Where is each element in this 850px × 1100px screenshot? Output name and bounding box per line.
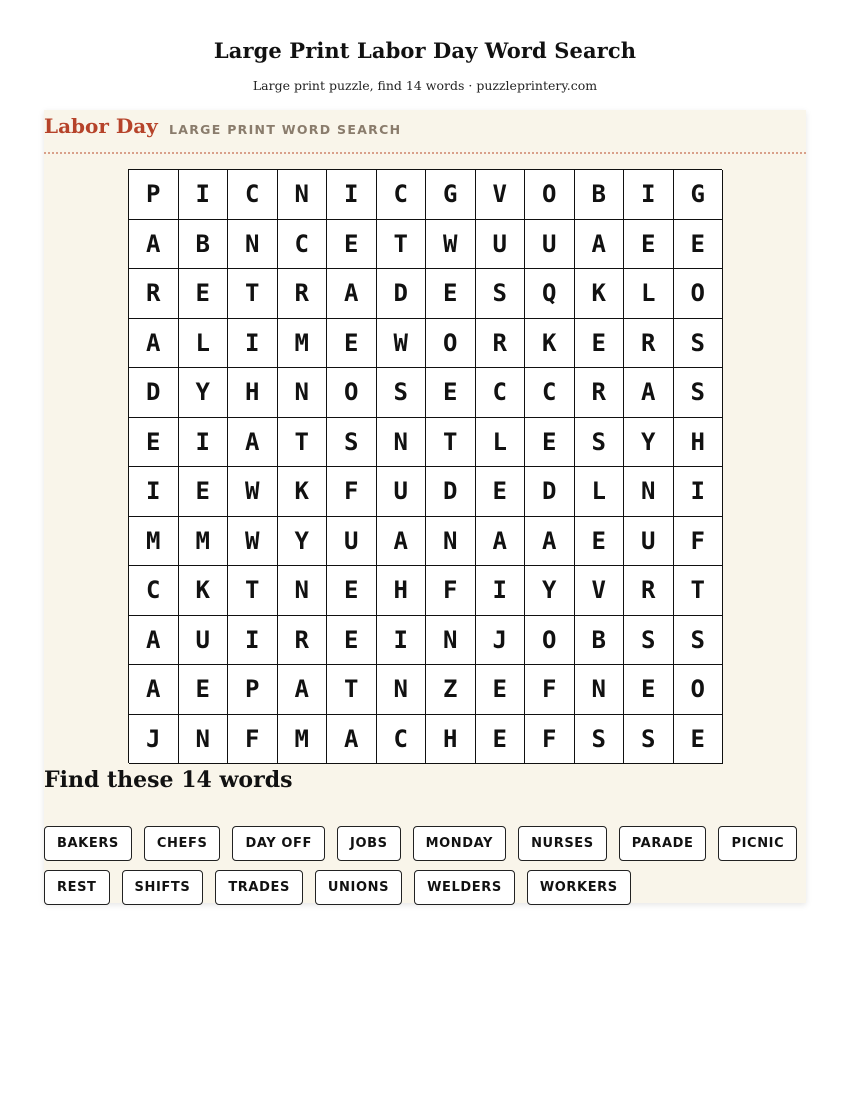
grid-cell[interactable]: F: [525, 715, 575, 765]
page-title: Large Print Labor Day Word Search: [213, 38, 637, 63]
grid-cell[interactable]: Z: [426, 665, 476, 715]
word-chip: REST: [44, 870, 110, 905]
grid-cell[interactable]: S: [575, 715, 625, 765]
word-chip: JOBS: [337, 826, 401, 861]
grid-cell[interactable]: E: [575, 319, 625, 369]
word-chip: MONDAY: [413, 826, 507, 861]
grid-cell[interactable]: J: [129, 715, 179, 765]
grid-cell[interactable]: A: [525, 517, 575, 567]
grid-cell[interactable]: Y: [179, 368, 229, 418]
grid-cell[interactable]: F: [228, 715, 278, 765]
grid-cell[interactable]: A: [129, 220, 179, 270]
grid-cell[interactable]: E: [575, 517, 625, 567]
grid-cell[interactable]: P: [129, 170, 179, 220]
grid-cell[interactable]: R: [278, 616, 328, 666]
grid-cell[interactable]: Y: [624, 418, 674, 468]
grid-cell[interactable]: N: [377, 418, 427, 468]
grid-cell[interactable]: J: [476, 616, 526, 666]
grid-cell[interactable]: G: [426, 170, 476, 220]
grid-cell[interactable]: E: [624, 220, 674, 270]
grid-cell[interactable]: W: [426, 220, 476, 270]
grid-cell[interactable]: D: [525, 467, 575, 517]
grid-cell[interactable]: I: [228, 616, 278, 666]
grid-cell[interactable]: S: [575, 418, 625, 468]
grid-cell[interactable]: E: [426, 269, 476, 319]
grid-cell[interactable]: L: [575, 467, 625, 517]
word-chip: PICNIC: [718, 826, 797, 861]
grid-cell[interactable]: A: [228, 418, 278, 468]
grid-cell[interactable]: C: [476, 368, 526, 418]
grid-cell[interactable]: I: [228, 319, 278, 369]
grid-cell[interactable]: O: [674, 269, 724, 319]
grid-cell[interactable]: C: [525, 368, 575, 418]
grid-cell[interactable]: E: [179, 665, 229, 715]
grid-cell[interactable]: L: [624, 269, 674, 319]
grid-cell[interactable]: N: [426, 517, 476, 567]
grid-cell[interactable]: M: [278, 715, 328, 765]
grid-cell[interactable]: U: [476, 220, 526, 270]
grid-cell[interactable]: N: [179, 715, 229, 765]
grid-cell[interactable]: T: [278, 418, 328, 468]
grid-cell[interactable]: H: [674, 418, 724, 468]
grid-cell[interactable]: A: [624, 368, 674, 418]
letter-grid: [128, 169, 722, 763]
grid-cell[interactable]: U: [179, 616, 229, 666]
word-chip: BAKERS: [44, 826, 132, 861]
grid-cell[interactable]: G: [674, 170, 724, 220]
grid-cell[interactable]: T: [228, 269, 278, 319]
grid-cell[interactable]: N: [575, 665, 625, 715]
grid-cell[interactable]: R: [278, 269, 328, 319]
grid-cell[interactable]: T: [674, 566, 724, 616]
word-chip: NURSES: [518, 826, 607, 861]
grid-cell[interactable]: S: [674, 368, 724, 418]
grid-cell[interactable]: T: [377, 220, 427, 270]
grid-cell[interactable]: S: [476, 269, 526, 319]
grid-cell[interactable]: K: [575, 269, 625, 319]
grid-cell[interactable]: W: [377, 319, 427, 369]
grid-cell[interactable]: E: [426, 368, 476, 418]
grid-cell[interactable]: A: [278, 665, 328, 715]
grid-cell[interactable]: O: [426, 319, 476, 369]
grid-cell[interactable]: W: [228, 517, 278, 567]
grid-cell[interactable]: P: [228, 665, 278, 715]
grid-cell[interactable]: E: [476, 665, 526, 715]
grid-cell[interactable]: E: [476, 715, 526, 765]
grid-cell[interactable]: T: [327, 665, 377, 715]
grid-cell[interactable]: F: [674, 517, 724, 567]
grid-cell[interactable]: R: [624, 319, 674, 369]
word-chip: WORKERS: [527, 870, 631, 905]
grid-cell[interactable]: N: [278, 170, 328, 220]
grid-cell[interactable]: R: [129, 269, 179, 319]
grid-cell[interactable]: Y: [278, 517, 328, 567]
grid-cell[interactable]: W: [228, 467, 278, 517]
grid-cell[interactable]: I: [179, 418, 229, 468]
grid-cell[interactable]: M: [129, 517, 179, 567]
grid-cell[interactable]: L: [179, 319, 229, 369]
page-subtitle: Large print puzzle, find 14 words · puzzleprintery.com: [252, 78, 598, 93]
grid-cell[interactable]: U: [525, 220, 575, 270]
grid-cell[interactable]: S: [674, 616, 724, 666]
grid-cell[interactable]: R: [476, 319, 526, 369]
grid-cell[interactable]: Q: [525, 269, 575, 319]
grid-cell[interactable]: I: [476, 566, 526, 616]
grid-cell[interactable]: K: [278, 467, 328, 517]
grid-cell[interactable]: U: [327, 517, 377, 567]
grid-cell[interactable]: U: [624, 517, 674, 567]
grid-cell[interactable]: Y: [525, 566, 575, 616]
grid-cell[interactable]: R: [624, 566, 674, 616]
grid-cell[interactable]: N: [278, 368, 328, 418]
grid-cell[interactable]: N: [228, 220, 278, 270]
grid-cell[interactable]: S: [624, 616, 674, 666]
grid-cell[interactable]: A: [129, 665, 179, 715]
grid-cell[interactable]: T: [426, 418, 476, 468]
puzzle-card: [44, 110, 806, 903]
grid-cell[interactable]: V: [575, 566, 625, 616]
grid-cell[interactable]: A: [476, 517, 526, 567]
grid-cell[interactable]: E: [327, 319, 377, 369]
grid-cell[interactable]: D: [129, 368, 179, 418]
grid-cell[interactable]: C: [377, 715, 427, 765]
word-bank: [44, 826, 806, 905]
grid-cell[interactable]: C: [129, 566, 179, 616]
grid-cell[interactable]: R: [575, 368, 625, 418]
grid-cell[interactable]: H: [377, 566, 427, 616]
grid-cell[interactable]: E: [525, 418, 575, 468]
grid-cell[interactable]: E: [327, 616, 377, 666]
puzzle-theme-title: Labor Day: [44, 114, 158, 138]
grid-cell[interactable]: A: [575, 220, 625, 270]
grid-cell[interactable]: C: [278, 220, 328, 270]
grid-cell[interactable]: N: [377, 665, 427, 715]
word-chip: PARADE: [619, 826, 707, 861]
grid-cell[interactable]: E: [327, 220, 377, 270]
grid-cell[interactable]: A: [327, 715, 377, 765]
word-chip: UNIONS: [315, 870, 402, 905]
grid-cell[interactable]: H: [228, 368, 278, 418]
grid-cell[interactable]: O: [525, 170, 575, 220]
word-list-heading: Find these 14 words: [44, 767, 293, 793]
grid-cell[interactable]: O: [327, 368, 377, 418]
grid-cell[interactable]: T: [228, 566, 278, 616]
grid-cell[interactable]: D: [426, 467, 476, 517]
grid-cell[interactable]: N: [624, 467, 674, 517]
grid-cell[interactable]: I: [179, 170, 229, 220]
grid-cell[interactable]: K: [179, 566, 229, 616]
grid-cell[interactable]: M: [278, 319, 328, 369]
word-chip: SHIFTS: [122, 870, 204, 905]
word-chip: WELDERS: [414, 870, 515, 905]
grid-cell[interactable]: S: [674, 319, 724, 369]
grid-cell[interactable]: F: [426, 566, 476, 616]
word-chip: DAY OFF: [232, 826, 325, 861]
grid-cell[interactable]: L: [476, 418, 526, 468]
grid-cell[interactable]: V: [476, 170, 526, 220]
grid-cell[interactable]: S: [624, 715, 674, 765]
grid-cell[interactable]: I: [129, 467, 179, 517]
grid-cell[interactable]: I: [674, 467, 724, 517]
grid-cell[interactable]: I: [377, 616, 427, 666]
grid-cell[interactable]: E: [674, 715, 724, 765]
word-chip: CHEFS: [144, 826, 221, 861]
grid-cell[interactable]: M: [179, 517, 229, 567]
grid-cell[interactable]: H: [426, 715, 476, 765]
grid-cell[interactable]: O: [674, 665, 724, 715]
grid-cell[interactable]: C: [228, 170, 278, 220]
grid-cell[interactable]: F: [525, 665, 575, 715]
grid-cell[interactable]: B: [575, 170, 625, 220]
grid-cell[interactable]: A: [129, 319, 179, 369]
grid-cell[interactable]: D: [377, 269, 427, 319]
grid-cell[interactable]: E: [674, 220, 724, 270]
grid-cell[interactable]: F: [327, 467, 377, 517]
grid-cell[interactable]: E: [476, 467, 526, 517]
grid-cell[interactable]: B: [179, 220, 229, 270]
word-chip: TRADES: [215, 870, 303, 905]
grid-cell[interactable]: U: [377, 467, 427, 517]
grid-cell[interactable]: S: [327, 418, 377, 468]
grid-cell[interactable]: S: [377, 368, 427, 418]
grid-cell[interactable]: C: [377, 170, 427, 220]
grid-cell[interactable]: E: [624, 665, 674, 715]
grid-cell[interactable]: N: [426, 616, 476, 666]
puzzle-tagline: LARGE PRINT WORD SEARCH: [169, 122, 402, 137]
grid-cell[interactable]: A: [377, 517, 427, 567]
grid-cell[interactable]: E: [327, 566, 377, 616]
grid-cell[interactable]: A: [327, 269, 377, 319]
grid-cell[interactable]: A: [129, 616, 179, 666]
grid-cell[interactable]: E: [179, 467, 229, 517]
grid-cell[interactable]: O: [525, 616, 575, 666]
grid-cell[interactable]: I: [327, 170, 377, 220]
grid-cell[interactable]: I: [624, 170, 674, 220]
grid-cell[interactable]: E: [129, 418, 179, 468]
grid-cell[interactable]: K: [525, 319, 575, 369]
grid-cell[interactable]: N: [278, 566, 328, 616]
grid-cell[interactable]: E: [179, 269, 229, 319]
card-header: [44, 110, 806, 154]
grid-cell[interactable]: B: [575, 616, 625, 666]
